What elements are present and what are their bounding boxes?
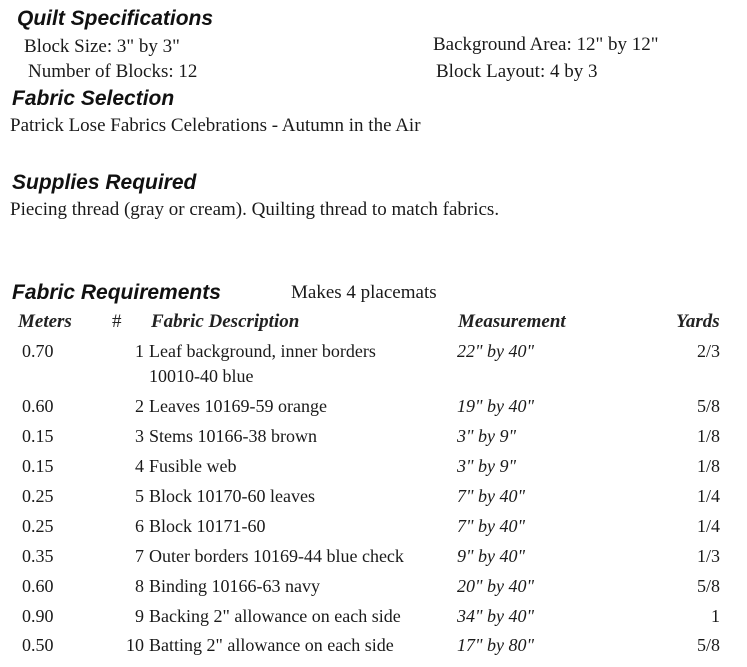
- meters-cell: 0.60: [22, 576, 54, 596]
- meters-cell: 0.60: [22, 396, 54, 416]
- yards-cell: 5/8: [696, 396, 720, 416]
- table-row: [0, 426, 747, 456]
- number-cell: 9: [135, 606, 144, 626]
- block-layout-text: Block Layout: 4 by 3: [436, 61, 598, 82]
- yards-cell: 1/4: [696, 516, 720, 536]
- yards-cell: 5/8: [696, 635, 720, 655]
- yards-cell: 2/3: [696, 341, 720, 361]
- fabric-selection-text: Patrick Lose Fabrics Celebrations - Autumn in the Air: [10, 115, 421, 136]
- description-cell: Leaves 10169-59 orange: [149, 396, 327, 416]
- column-header-measurement: Measurement: [458, 311, 566, 332]
- measurement-cell: 9" by 40": [457, 546, 526, 566]
- meters-cell: 0.25: [22, 516, 54, 536]
- column-header-description: Fabric Description: [151, 311, 300, 332]
- supplies-required-text: Piecing thread (gray or cream). Quilting thread to match fabrics.: [10, 199, 500, 220]
- description-cell: Batting 2" allowance on each side: [149, 635, 394, 655]
- description-cell: Block 10171-60: [149, 516, 266, 536]
- measurement-cell: 7" by 40": [457, 486, 526, 506]
- number-of-blocks-text: Number of Blocks: 12: [28, 61, 198, 82]
- description-cell: Leaf background, inner borders: [149, 341, 376, 361]
- table-row: [0, 635, 747, 665]
- meters-cell: 0.90: [22, 606, 54, 626]
- placemats-note: Makes 4 placemats: [291, 282, 437, 303]
- table-row: [0, 456, 747, 486]
- yards-cell: 5/8: [696, 576, 720, 596]
- table-row: [0, 606, 747, 636]
- measurement-cell: 34" by 40": [457, 606, 535, 626]
- number-cell: 5: [135, 486, 144, 506]
- supplies-required-heading: Supplies Required: [12, 171, 197, 194]
- number-cell: 10: [126, 635, 144, 655]
- quilt-specifications-heading: Quilt Specifications: [17, 7, 214, 30]
- description-cell: Binding 10166-63 navy: [149, 576, 320, 596]
- table-row-continuation: [0, 366, 747, 396]
- meters-cell: 0.15: [22, 456, 54, 476]
- measurement-cell: 19" by 40": [457, 396, 535, 416]
- measurement-cell: 17" by 80": [457, 635, 535, 655]
- measurement-cell: 3" by 9": [457, 456, 517, 476]
- table-row: [0, 576, 747, 606]
- measurement-cell: 20" by 40": [457, 576, 535, 596]
- meters-cell: 0.70: [22, 341, 54, 361]
- number-cell: 8: [135, 576, 144, 596]
- description-cell-line2: 10010-40 blue: [149, 366, 254, 386]
- column-header-yards: Yards: [676, 311, 720, 332]
- number-cell: 6: [135, 516, 144, 536]
- measurement-cell: 7" by 40": [457, 516, 526, 536]
- description-cell: Backing 2" allowance on each side: [149, 606, 401, 626]
- table-row: [0, 396, 747, 426]
- description-cell: Outer borders 10169-44 blue check: [149, 546, 404, 566]
- column-header-meters: Meters: [18, 311, 72, 332]
- meters-cell: 0.15: [22, 426, 54, 446]
- number-cell: 7: [135, 546, 144, 566]
- description-cell: Stems 10166-38 brown: [149, 426, 317, 446]
- fabric-requirements-heading: Fabric Requirements: [12, 281, 221, 304]
- number-cell: 4: [135, 456, 144, 476]
- yards-cell: 1/3: [696, 546, 720, 566]
- fabric-selection-heading: Fabric Selection: [12, 87, 175, 110]
- meters-cell: 0.50: [22, 635, 54, 655]
- meters-cell: 0.25: [22, 486, 54, 506]
- yards-cell: 1/8: [696, 456, 720, 476]
- table-row: [0, 546, 747, 576]
- background-area-text: Background Area: 12" by 12": [433, 34, 659, 55]
- measurement-cell: 3" by 9": [457, 426, 517, 446]
- number-cell: 1: [135, 341, 144, 361]
- yards-cell: 1: [711, 606, 720, 626]
- number-cell: 2: [135, 396, 144, 416]
- description-cell: Fusible web: [149, 456, 237, 476]
- yards-cell: 1/4: [696, 486, 720, 506]
- yards-cell: 1/8: [696, 426, 720, 446]
- number-cell: 3: [135, 426, 144, 446]
- table-row: [0, 486, 747, 516]
- measurement-cell: 22" by 40": [457, 341, 535, 361]
- table-row: [0, 516, 747, 546]
- column-header-number: #: [112, 311, 122, 332]
- block-size-text: Block Size: 3" by 3": [24, 36, 180, 57]
- description-cell: Block 10170-60 leaves: [149, 486, 315, 506]
- meters-cell: 0.35: [22, 546, 54, 566]
